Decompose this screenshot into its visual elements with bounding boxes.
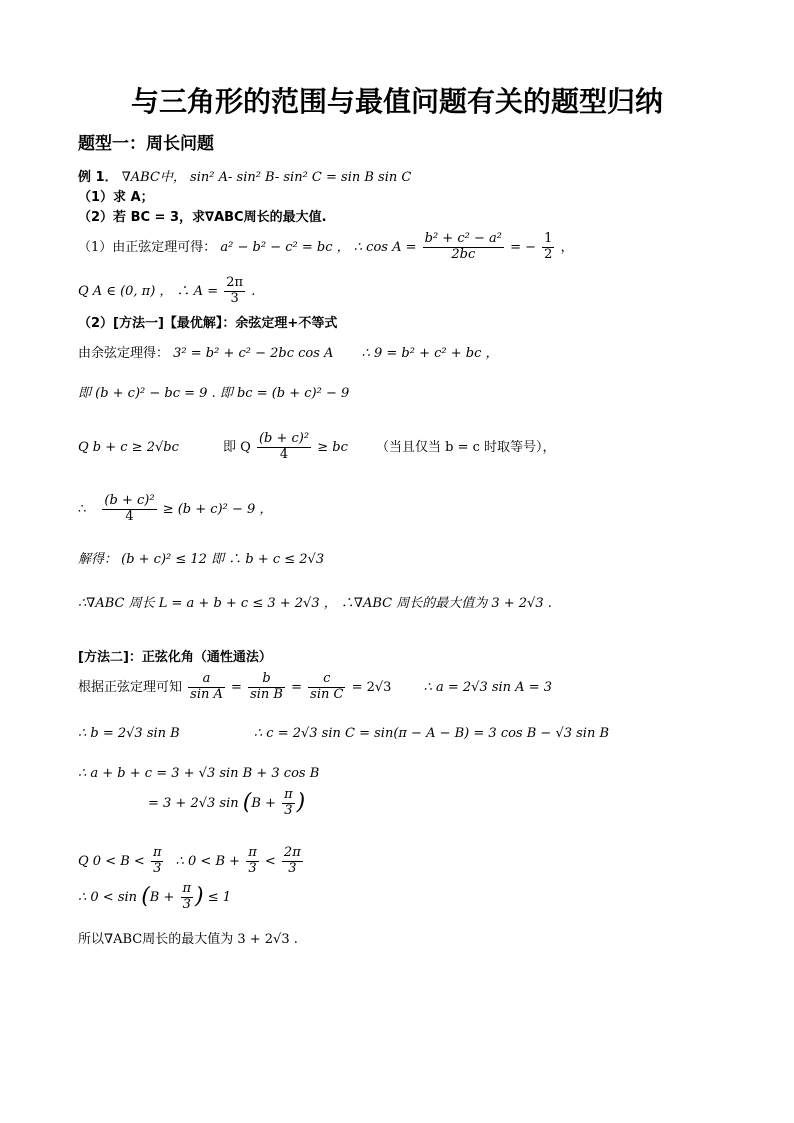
b-over-sinB: $\frac{b}{\text{sin B}}$ xyxy=(250,671,283,702)
question-2: （2）若 BC = 3，求∇ABC周长的最大值. xyxy=(78,210,327,225)
method-1-line-2: 即 (b + c)² − bc = 9 . 即 bc = (b + c)² − 9 xyxy=(78,386,350,401)
method-2-line-6: ∴ 0 < sin (B + $\frac{\pi}{3}$ ) ≤ 1 xyxy=(78,881,232,912)
pi-over-3-fraction-2: $\frac{\pi}{3}$ xyxy=(152,845,162,876)
method-1-header: （2）[方法一]【最优解】：余弦定理+不等式 xyxy=(78,316,338,331)
two-pi-over-3-fraction: $\frac{2\pi}{3}$ xyxy=(283,845,301,876)
method-2-line-2: ∴ b = 2√3 sin B ∴ c = 2√3 sin C = sin(π − A − B) = 3 cos B − √3 sin B xyxy=(78,726,610,741)
example-statement xyxy=(78,170,411,186)
half-fraction: $\frac{1}{2}$ xyxy=(544,231,553,262)
conclusion: 所以∇ABC周长的最大值为 3 + 2√3 . xyxy=(78,932,298,947)
solution-1-line-1: （1）由正弦定理可得： a² − b² − c² = bc ， ∴ cos A = $\frac{\text{b² + c² − a²}}{2bc}$ = − $\frac{1}{2}$ ， xyxy=(78,231,574,262)
method-2-line-3: ∴ a + b + c = 3 + √3 sin B + 3 cos B xyxy=(78,766,320,781)
method-2-line-1: 根据正弦定理可知 $\frac{a}{\text{sin A}}$ = $\frac{b}{\text{sin B}}$ = $\frac{c}{\text{sin C}}$ = 2√3 ∴ a = 2√3 sin A = 3 xyxy=(78,671,552,702)
section-heading: 题型一：周长问题 xyxy=(78,134,214,154)
angle-fraction: $\frac{2\pi}{3}$ xyxy=(226,275,244,306)
square-over-4-fraction-2: $\frac{\text{(b + c)²}}{4}$ xyxy=(104,493,155,524)
pi-over-3-fraction-4: $\frac{\pi}{3}$ xyxy=(182,881,192,912)
pi-over-3-fraction-3: $\frac{\pi}{3}$ xyxy=(248,845,257,876)
question-1: （1）求 A； xyxy=(78,190,154,205)
example-equation: ∇ABC中， sin² A- sin² B- sin² C = sin B sin C xyxy=(121,170,412,185)
example-label: 例 1． xyxy=(78,170,118,185)
method-2-line-4: = 3 + 2√3 sin (B + $\frac{\pi}{3}$ ) xyxy=(148,787,306,818)
solution-1-line-2: Q A ∈ (0, π) ， ∴ A = $\frac{2\pi}{3}$ . xyxy=(78,275,256,306)
method-2-line-5: Q 0 < B < $\frac{\pi}{3}$ ∴ 0 < B + $\frac{\pi}{3}$ < $\frac{2\pi}{3}$ xyxy=(78,845,301,876)
method-1-line-6: ∴∇ABC 周长 L = a + b + c ≤ 3 + 2√3 ， ∴∇ABC 周长的最大值为 3 + 2√3 . xyxy=(78,596,552,611)
page-title: 与三角形的范围与最值问题有关的题型归纳 xyxy=(130,85,663,118)
method-1-line-4: ∴ $\frac{\text{(b + c)²}}{4}$ ≥ (b + c)² − 9 ， xyxy=(78,493,273,524)
cos-fraction: $\frac{\text{b² + c² − a²}}{2bc}$ xyxy=(424,231,502,262)
method-1-line-1: 由余弦定理得： 3² = b² + c² − 2bc cos A ∴ 9 = b² + c² + bc ， xyxy=(78,346,499,361)
a-over-sinA: $\frac{a}{\text{sin A}}$ xyxy=(190,671,223,702)
square-over-4-fraction: $\frac{\text{(b + c)²}}{4}$ xyxy=(258,431,310,462)
c-over-sinC: $\frac{c}{\text{sin C}}$ xyxy=(310,671,344,702)
method-1-line-5: 解得： (b + c)² ≤ 12 即 ∴ b + c ≤ 2√3 xyxy=(78,552,325,567)
method-1-line-3: Q b + c ≥ 2√bc 即 Q $\frac{\text{(b + c)²}}{4}$ ≥ bc （当且仅当 b = c 时取等号）， xyxy=(78,431,556,462)
pi-over-3-fraction: $\frac{\pi}{3}$ xyxy=(284,787,293,818)
method-2-header: [方法二]：正弦化角（通性通法） xyxy=(78,650,272,665)
